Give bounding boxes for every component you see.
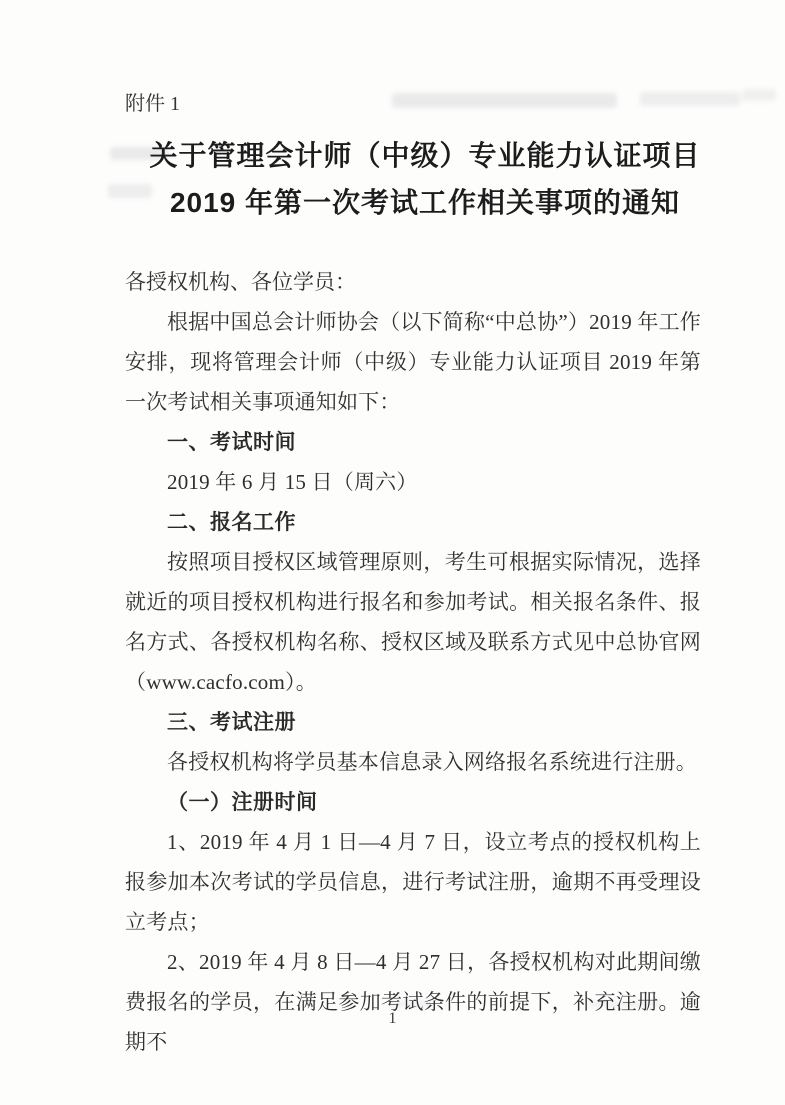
exam-register-paragraph: 各授权机构将学员基本信息录入网络报名系统进行注册。 (167, 750, 697, 774)
section-2-heading: 二、报名工作 (167, 510, 296, 534)
intro-paragraph: 根据中国总会计师协会（以下简称“中总协”）2019 年工作安排，现将管理会计师（中级）专业能力认证项目 2019 年第一次考试相关事项通知如下： (125, 310, 701, 414)
title-line-2: 2019 年第一次考试工作相关事项的通知 (169, 187, 681, 218)
document-title (149, 132, 701, 226)
registration-work-paragraph: 按照项目授权区域管理原则，考生可根据实际情况，选择就近的项目授权机构进行报名和参加考试。相关报名条件、报名方式、各授权机构名称、授权区域及联系方式见中总协官网（www.cacfo.com）。 (125, 550, 701, 694)
page-number: 1 (388, 1010, 397, 1027)
exam-date-paragraph: 2019 年 6 月 15 日（周六） (167, 470, 418, 494)
subsection-1-heading: （一）注册时间 (167, 790, 318, 814)
item-1-paragraph: 1、2019 年 4 月 1 日—4 月 7 日，设立考点的授权机构上报参加本次考试的学员信息，进行考试注册，逾期不再受理设立考点； (125, 830, 701, 934)
document-content (125, 84, 701, 1062)
salutation: 各授权机构、各位学员： (125, 270, 356, 294)
section-1-heading: 一、考试时间 (167, 430, 296, 454)
item-2-paragraph: 2、2019 年 4 月 8 日—4 月 27 日，各授权机构对此期间缴费报名的学员，在满足参加考试条件的前提下，补充注册。逾期不 (125, 950, 701, 1054)
attachment-label: 附件 1 (125, 93, 180, 115)
section-3-heading: 三、考试注册 (167, 710, 296, 734)
title-line-1: 关于管理会计师（中级）专业能力认证项目 (149, 140, 701, 171)
scan-bleed-artifact (742, 89, 776, 101)
